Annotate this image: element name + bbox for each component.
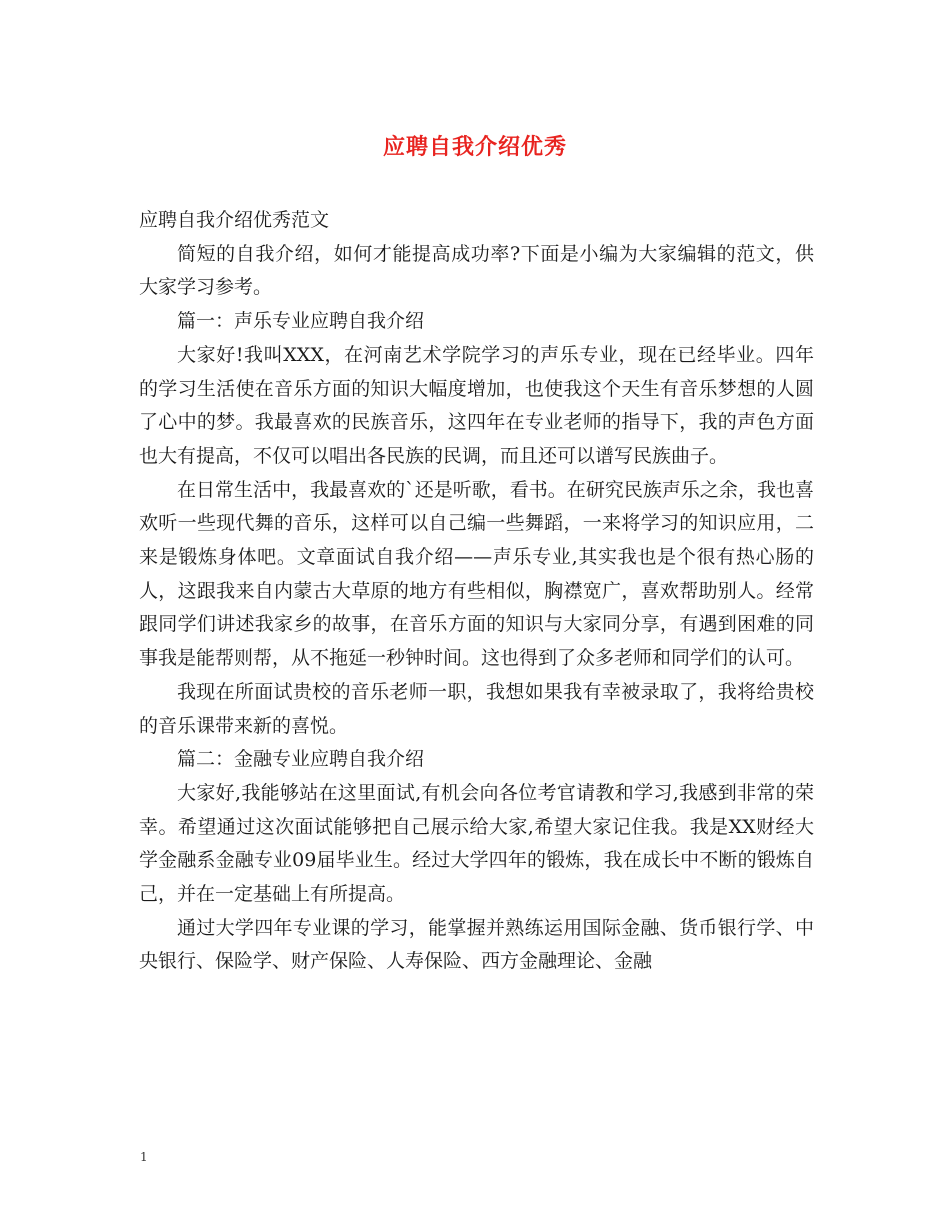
section-heading-2: 篇二：金融专业应聘自我介绍 [177,748,425,771]
paragraph-3: 我现在所面试贵校的音乐老师一职，我想如果我有幸被录取了，我将给贵校的音乐课带来新的喜悦。 [139,680,814,737]
paragraph-2: 在日常生活中，我最喜欢的`还是听歌，看书。在研究民族声乐之余，我也喜欢听一些现代舞的音乐，这样可以自己编一些舞蹈，一来将学习的知识应用，二来是锻炼身体吧。文章面试自我介绍——声乐专业,其实我也是个很有热心肠的人，这跟我来自内蒙古大草原的地方有些相似，胸襟宽广，喜欢帮助别人。经常跟同学们讲述我家乡的故事，在音乐方面的知识与大家同分享，有遇到困难的同事我是能帮则帮，从不拖延一秒钟时间。这也得到了众多老师和同学们的认可。 [139,478,814,670]
paragraph-1: 大家好!我叫XXX，在河南艺术学院学习的声乐专业，现在已经毕业。四年的学习生活使在音乐方面的知识大幅度增加，也使我这个天生有音乐梦想的人圆了心中的梦。我最喜欢的民族音乐，这四年在专业老师的指导下，我的声色方面也大有提高，不仅可以唱出各民族的民调，而且还可以谱写民族曲子。 [139,343,814,467]
page-number: 1 [140,1150,148,1164]
paragraph-4: 大家好,我能够站在这里面试,有机会向各位考官请教和学习,我感到非常的荣幸。希望通过这次面试能够把自己展示给大家,希望大家记住我。我是XX财经大学金融系金融专业09届毕业生。经过大学四年的锻炼，我在成长中不断的锻炼自己，并在一定基础上有所提高。 [139,781,814,906]
document-body [139,204,814,979]
paragraph-5: 通过大学四年专业课的学习，能掌握并熟练运用国际金融、货币银行学、中央银行、保险学、财产保险、人寿保险、西方金融理论、金融 [139,916,814,973]
document-subtitle: 应聘自我介绍优秀范文 [139,209,330,231]
paragraph-intro: 简短的自我介绍，如何才能提高成功率?下面是小编为大家编辑的范文，供大家学习参考。 [139,242,814,299]
document-title: 应聘自我介绍优秀 [382,134,567,160]
section-heading-1: 篇一：声乐专业应聘自我介绍 [177,310,425,333]
